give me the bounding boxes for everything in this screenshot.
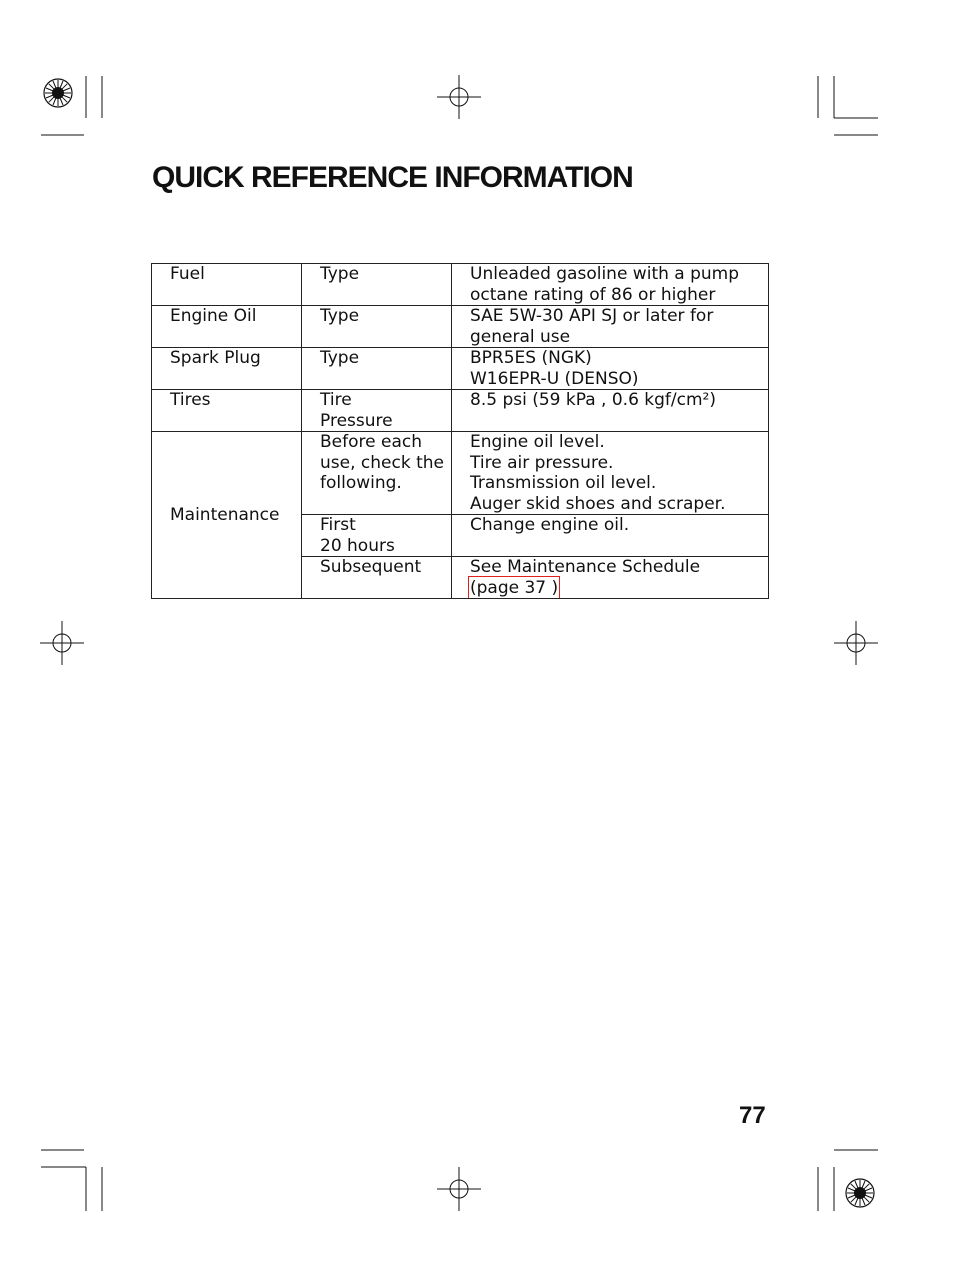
page-number: 77 [739,1102,766,1129]
value-cell: Unleaded gasoline with a pump octane rating of 86 or higher [452,264,769,306]
page-title: QUICK REFERENCE INFORMATION [152,161,633,194]
table-row-maintenance [152,432,769,515]
spec-cell: First 20 hours [302,515,452,557]
value-cell: SAE 5W-30 API SJ or later for general use [452,306,769,348]
item-cell: Fuel [152,264,302,306]
spec-cell: Subsequent [302,557,452,599]
table-row-spark-plug [152,348,769,390]
table-row-engine-oil [152,306,769,348]
value-cell: Engine oil level. Tire air pressure. Transmission oil level. Auger skid shoes and scraper. [452,432,769,515]
item-cell: Spark Plug [152,348,302,390]
item-cell: Tires [152,390,302,432]
page-37-link[interactable]: (page 37 ) [470,577,559,598]
spec-cell: Before each use, check the following. [302,432,452,515]
schedule-text: See Maintenance Schedule [470,557,701,577]
value-cell: 8.5 psi (59 kPa , 0.6 kgf/cm²) [452,390,769,432]
item-cell: Engine Oil [152,306,302,348]
quick-reference-table [151,263,769,599]
spec-cell: Tire Pressure [302,390,452,432]
spec-cell: Type [302,264,452,306]
spec-cell: Type [302,306,452,348]
table-row-fuel [152,264,769,306]
value-cell: Change engine oil. [452,515,769,557]
maintenance-item-cell: Maintenance [152,432,302,599]
value-cell [452,557,769,599]
spec-cell: Type [302,348,452,390]
value-cell: BPR5ES (NGK) W16EPR-U (DENSO) [452,348,769,390]
table-row-tires [152,390,769,432]
